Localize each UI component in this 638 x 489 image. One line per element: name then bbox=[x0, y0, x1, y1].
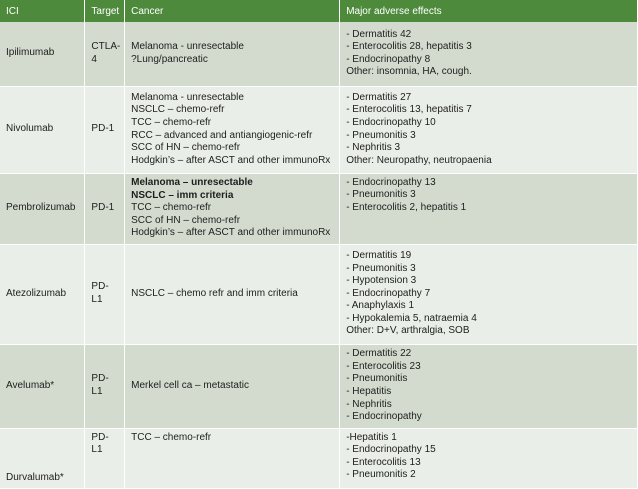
table-row bbox=[0, 244, 638, 344]
effects-cell bbox=[340, 86, 638, 173]
table-row bbox=[0, 86, 638, 173]
effect-line: - Pneumonitis 3 bbox=[346, 262, 416, 274]
cancer-cell bbox=[125, 173, 340, 244]
ici-cell: Nivolumab bbox=[0, 86, 85, 173]
ici-cell: Pembrolizumab bbox=[0, 173, 85, 244]
cancer-line: Melanoma – unresectable bbox=[131, 177, 253, 189]
table-row bbox=[0, 173, 638, 244]
cancer-cell bbox=[125, 244, 340, 344]
effect-line: - Pneumonitis 2 bbox=[346, 469, 416, 481]
cancer-line: Melanoma - unresectable bbox=[131, 41, 244, 53]
header-cancer: Cancer bbox=[125, 0, 340, 22]
cancer-cell bbox=[125, 86, 340, 173]
target-cell: PD-L1 bbox=[85, 428, 125, 488]
effect-line: - Hypotension 3 bbox=[346, 275, 417, 287]
table-row bbox=[0, 428, 638, 488]
ici-cell: Avelumab* bbox=[0, 344, 85, 428]
cancer-line: NSCLC – chemo refr and imm criteria bbox=[131, 287, 298, 299]
cancer-line: SCC of HN – chemo-refr bbox=[131, 214, 241, 226]
effects-cell bbox=[340, 244, 638, 344]
table-row bbox=[0, 344, 638, 428]
effect-line: - Pneumonitis 3 bbox=[346, 129, 416, 141]
cancer-line: NSCLC – imm criteria bbox=[131, 189, 234, 201]
effect-line: - Enterocolitis 13 bbox=[346, 456, 421, 468]
table-row bbox=[0, 22, 638, 86]
effect-line: - Hepatitis bbox=[346, 386, 392, 397]
cancer-line: SCC of HN – chemo-refr bbox=[131, 142, 241, 154]
ici-cell: Durvalumab* bbox=[0, 428, 85, 488]
cancer-line: TCC – chemo-refr bbox=[131, 202, 212, 214]
cancer-line: TCC – chemo-refr bbox=[131, 431, 212, 443]
effect-line: Other: D+V, arthralgia, SOB bbox=[346, 325, 470, 337]
effect-line: - Dermatitis 22 bbox=[346, 348, 412, 360]
ici-cell: Ipilimumab bbox=[0, 22, 85, 86]
header-target: Target bbox=[85, 0, 125, 22]
header-effects: Major adverse effects bbox=[340, 0, 638, 22]
header-row bbox=[0, 0, 638, 22]
effect-line: - Enterocolitis 2, hepatitis 1 bbox=[346, 201, 467, 213]
cancer-line: Merkel cell ca – metastatic bbox=[131, 379, 249, 391]
header-ici: ICI bbox=[0, 0, 85, 22]
cancer-line: Hodgkin’s – after ASCT and other immunoRx bbox=[131, 227, 331, 239]
effect-line: - Dermatitis 42 bbox=[346, 28, 412, 40]
cancer-cell bbox=[125, 22, 340, 86]
effect-line: - Endocrinopathy 8 bbox=[346, 53, 431, 65]
cancer-line: ?Lung/pancreatic bbox=[131, 53, 208, 65]
cancer-line: TCC – chemo-refr bbox=[131, 116, 212, 128]
target-cell: CTLA-4 bbox=[85, 22, 125, 86]
cancer-line: RCC – advanced and antiangiogenic-refr bbox=[131, 129, 313, 141]
effects-cell bbox=[340, 22, 638, 86]
cancer-cell bbox=[125, 344, 340, 428]
effect-line: - Endocrinopathy 15 bbox=[346, 444, 436, 456]
target-cell: PD-1 bbox=[85, 86, 125, 173]
effect-line: - Endocrinopathy bbox=[346, 411, 422, 423]
effect-line: - Pneumonitis bbox=[346, 373, 408, 385]
target-cell: PD-L1 bbox=[85, 244, 125, 344]
effect-line: - Dermatitis 27 bbox=[346, 91, 412, 103]
cancer-line: Hodgkin’s – after ASCT and other immunoRx bbox=[131, 154, 331, 166]
effect-line: - Dermatitis 19 bbox=[346, 249, 412, 261]
target-cell: PD-1 bbox=[85, 173, 125, 244]
effect-line: - Endocrinopathy 7 bbox=[346, 287, 431, 299]
effect-line: Other: insomnia, HA, cough. bbox=[346, 66, 472, 78]
effect-line: - Nephritis 3 bbox=[346, 142, 401, 154]
effect-line: - Pneumonitis 3 bbox=[346, 189, 416, 201]
effect-line: - Enterocolitis 23 bbox=[346, 360, 421, 372]
effects-cell bbox=[340, 173, 638, 244]
effect-line: - Endocrinopathy 13 bbox=[346, 176, 436, 188]
effect-line: Other: Neuropathy, neutropaenia bbox=[346, 154, 492, 166]
effect-line: -Hepatitis 1 bbox=[346, 431, 397, 443]
effect-line: - Enterocolitis 13, hepatitis 7 bbox=[346, 104, 472, 116]
effect-line: - Anaphylaxis 1 bbox=[346, 300, 415, 312]
ici-cell: Atezolizumab bbox=[0, 244, 85, 344]
effect-line: - Endocrinopathy 10 bbox=[346, 116, 436, 128]
cancer-cell bbox=[125, 428, 340, 488]
cancer-line: NSCLC – chemo-refr bbox=[131, 104, 225, 116]
target-cell: PD-L1 bbox=[85, 344, 125, 428]
effects-cell bbox=[340, 428, 638, 488]
cancer-line: Melanoma - unresectable bbox=[131, 91, 244, 103]
effect-line: - Enterocolitis 28, hepatitis 3 bbox=[346, 41, 472, 53]
effect-line: - Hypokalemia 5, natraemia 4 bbox=[346, 312, 477, 324]
effect-line: - Nephritis bbox=[346, 398, 392, 410]
effects-cell bbox=[340, 344, 638, 428]
